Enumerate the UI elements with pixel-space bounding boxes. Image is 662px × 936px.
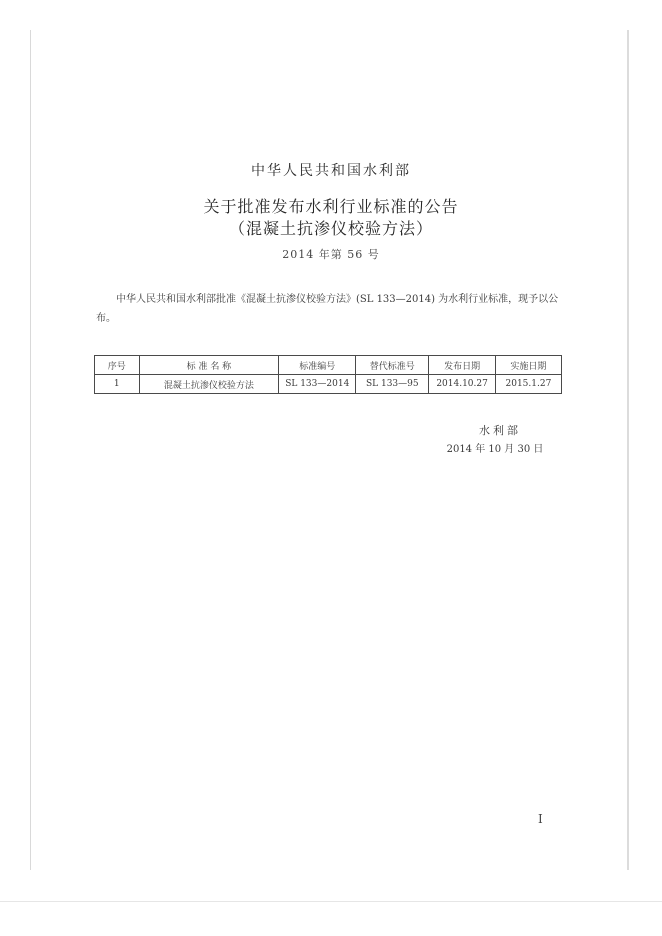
header-standard-code: 标准编号 [279,356,356,375]
scan-edge-bottom [0,901,662,902]
cell-issue-date: 2014.10.27 [429,375,495,394]
scan-edge-left [30,30,31,870]
page-number: I [538,812,543,826]
cell-effective-date: 2015.1.27 [495,375,561,394]
cell-replaced-code: SL 133—95 [356,375,429,394]
header-replaced-code: 替代标准号 [356,356,429,375]
cell-standard-code: SL 133—2014 [279,375,356,394]
cell-standard-name: 混凝土抗渗仪校验方法 [139,375,279,394]
document-number: 2014 年第 56 号 [282,248,380,261]
signature-date: 2014 年 10 月 30 日 [446,444,544,455]
header-serial-no: 序号 [95,356,140,375]
header-effective-date: 实施日期 [495,356,561,375]
announcement-body: 中华人民共和国水利部批准《混凝土抗渗仪校验方法》(SL 133—2014) 为水利行业标准，现予以公布。 [96,294,559,324]
ministry-name: 中华人民共和国水利部 [251,163,411,179]
announcement-subtitle: （混凝土抗渗仪校验方法） [228,219,433,238]
scan-edge-right [627,30,629,870]
header-standard-name: 标 准 名 称 [139,356,279,375]
signature-department: 水利部 [479,424,521,437]
table-header-row [95,356,562,375]
cell-serial-no: 1 [95,375,140,394]
table-row [95,375,562,394]
standards-table [94,355,562,394]
header-issue-date: 发布日期 [429,356,495,375]
announcement-title: 关于批准发布水利行业标准的公告 [203,197,459,216]
